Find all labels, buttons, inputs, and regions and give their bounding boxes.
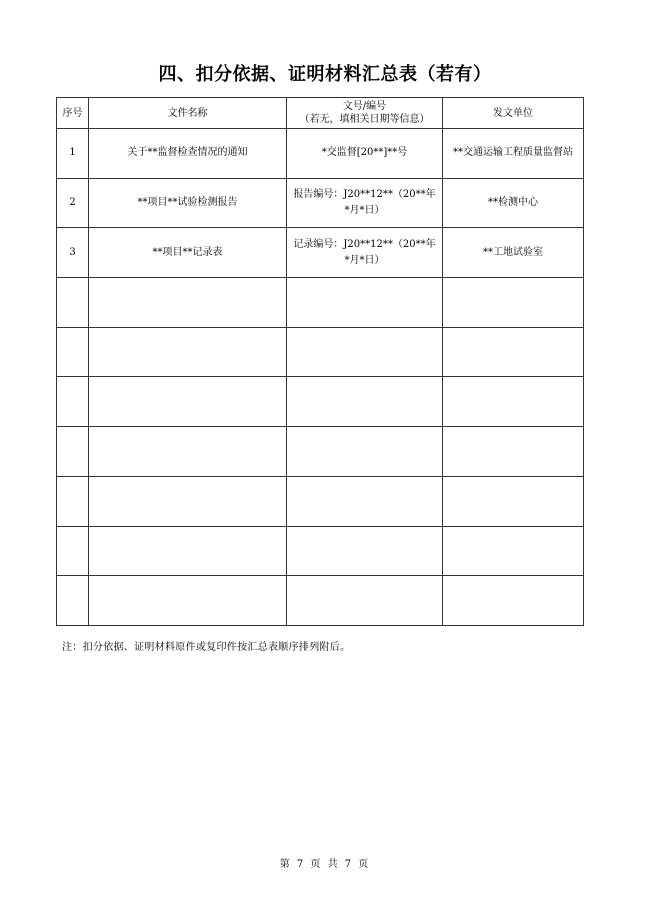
cell-ref: 报告编号：J20**12**（20**年*月*日）: [287, 178, 443, 228]
header-no-label: 序号: [62, 107, 83, 119]
cell-no: [57, 526, 89, 576]
page-title: 四、扣分依据、证明材料汇总表（若有）: [158, 64, 492, 85]
table-header-row: [57, 98, 584, 129]
table-row: [57, 576, 584, 626]
cell-unit: [443, 576, 584, 626]
table-row: [57, 427, 584, 477]
cell-name: [89, 278, 287, 328]
footnote: 注：扣分依据、证明材料原件或复印件按汇总表顺序排列附后。: [62, 642, 351, 653]
cell-name: [89, 576, 287, 626]
cell-unit: **交通运输工程质量监督站: [443, 129, 584, 179]
cell-no: [57, 476, 89, 526]
cell-unit: [443, 377, 584, 427]
header-ref-sublabel: （若无，填相关日期等信息）: [299, 114, 430, 125]
cell-no: [57, 427, 89, 477]
header-unit-label: 发文单位: [493, 107, 533, 119]
table-row: [57, 526, 584, 576]
cell-ref: [287, 278, 443, 328]
evidence-summary-table: [56, 97, 584, 626]
cell-unit: **工地试验室: [443, 228, 584, 278]
header-ref-label: 文号/编号: [342, 101, 387, 112]
page-number: 第 7 页 共 7 页: [279, 859, 371, 870]
table-row: [57, 178, 584, 228]
table-row: [57, 278, 584, 328]
cell-unit: [443, 427, 584, 477]
cell-ref: [287, 526, 443, 576]
cell-name: [89, 377, 287, 427]
cell-ref: *交监督[20**]**号: [287, 129, 443, 179]
cell-name: [89, 526, 287, 576]
header-name-label: 文件名称: [167, 107, 208, 119]
cell-name: [89, 476, 287, 526]
cell-no: 3: [57, 228, 89, 278]
cell-no: 2: [57, 178, 89, 228]
cell-unit: [443, 278, 584, 328]
cell-ref: [287, 427, 443, 477]
table-row: [57, 228, 584, 278]
table-row: [57, 327, 584, 377]
table-row: [57, 129, 584, 179]
cell-unit: [443, 476, 584, 526]
cell-unit: [443, 526, 584, 576]
cell-name: 关于**监督检查情况的通知: [89, 129, 287, 179]
cell-no: [57, 327, 89, 377]
cell-no: [57, 576, 89, 626]
cell-no: 1: [57, 129, 89, 179]
cell-name: [89, 327, 287, 377]
header-name: [89, 98, 287, 129]
cell-name: **项目**试验检测报告: [89, 178, 287, 228]
cell-name: [89, 427, 287, 477]
cell-ref: 记录编号：J20**12**（20**年*月*日）: [287, 228, 443, 278]
header-no: [57, 98, 89, 129]
cell-ref: [287, 476, 443, 526]
cell-ref: [287, 576, 443, 626]
cell-no: [57, 377, 89, 427]
cell-name: **项目**记录表: [89, 228, 287, 278]
cell-ref: [287, 377, 443, 427]
header-unit: [443, 98, 584, 129]
cell-unit: [443, 327, 584, 377]
header-ref: [287, 98, 443, 129]
cell-unit: **检测中心: [443, 178, 584, 228]
cell-ref: [287, 327, 443, 377]
table-row: [57, 476, 584, 526]
cell-no: [57, 278, 89, 328]
table-row: [57, 377, 584, 427]
